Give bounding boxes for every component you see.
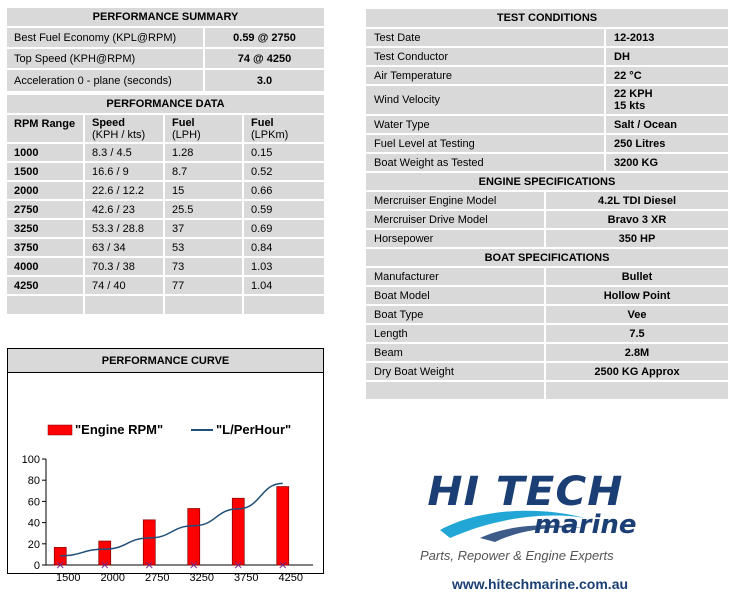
logo-marine: marine [534, 510, 637, 540]
x-tick-label: 4250 [278, 572, 303, 584]
bar [143, 520, 155, 565]
boat-spec-row [366, 363, 728, 382]
speed-cell: 53.3 / 28.8 [85, 220, 165, 237]
condition-value: DH [606, 48, 728, 65]
header-speed: Speed (KPH / kts) [85, 115, 165, 142]
fuel-lph-cell: 25.5 [165, 201, 244, 218]
test-condition-row [366, 135, 728, 154]
condition-label: Test Date [366, 29, 606, 46]
boat-spec-row [366, 268, 728, 287]
table-row [7, 220, 324, 239]
condition-label: Wind Velocity [366, 86, 606, 114]
summary-label: Best Fuel Economy (KPL@RPM) [7, 28, 205, 47]
condition-value: 3200 KG [606, 154, 728, 171]
boat-spec-label: Boat Type [366, 306, 546, 323]
fuel-lph-cell: 1.28 [165, 144, 244, 161]
table-row [7, 277, 324, 296]
summary-value: 3.0 [205, 70, 324, 91]
summary-row [7, 28, 324, 49]
speed-cell: 16.6 / 9 [85, 163, 165, 180]
condition-value: Salt / Ocean [606, 116, 728, 133]
performance-data-body [7, 144, 324, 296]
fuel-lpkm-cell: 1.04 [244, 277, 324, 294]
legend-label: "Engine RPM" [75, 422, 164, 437]
test-condition-row [366, 116, 728, 135]
condition-label: Boat Weight as Tested [366, 154, 606, 171]
performance-data-header [7, 115, 324, 144]
speed-cell: 70.3 / 38 [85, 258, 165, 275]
fuel-lpkm-cell: 0.69 [244, 220, 324, 237]
empty-cell [546, 382, 728, 399]
table-row [7, 144, 324, 163]
boat-spec-label: Manufacturer [366, 268, 546, 285]
rpm-cell: 2000 [7, 182, 85, 199]
performance-summary [7, 8, 324, 91]
boat-spec-label: Length [366, 325, 546, 342]
fuel-lpkm-cell: 0.59 [244, 201, 324, 218]
fuel-lph-cell: 73 [165, 258, 244, 275]
y-tick-label: 80 [27, 475, 40, 488]
summary-label: Top Speed (KPH@RPM) [7, 49, 205, 68]
y-tick-label: 40 [27, 517, 40, 530]
boat-specs-title: BOAT SPECIFICATIONS [366, 249, 728, 268]
boat-spec-value: Vee [546, 306, 728, 323]
table-row [7, 201, 324, 220]
fuel-line [60, 483, 283, 555]
boat-spec-row [366, 287, 728, 306]
test-condition-row [366, 48, 728, 67]
speed-cell: 8.3 / 4.5 [85, 144, 165, 161]
condition-value [606, 86, 728, 114]
engine-spec-label: Mercruiser Engine Model [366, 192, 546, 209]
empty-cell [7, 296, 85, 314]
fuel-lph-cell: 37 [165, 220, 244, 237]
y-tick-label: 100 [21, 454, 40, 466]
performance-curve [7, 348, 324, 584]
engine-spec-label: Mercruiser Drive Model [366, 211, 546, 228]
test-condition-row [366, 67, 728, 86]
engine-specs-title: ENGINE SPECIFICATIONS [366, 173, 728, 192]
speed-cell: 22.6 / 12.2 [85, 182, 165, 199]
fuel-lpkm-cell: 0.84 [244, 239, 324, 256]
website-url[interactable]: www.hitechmarine.com.au [451, 576, 629, 592]
boat-specs-empty-row [366, 382, 728, 401]
speed-cell: 74 / 40 [85, 277, 165, 294]
boat-spec-row [366, 325, 728, 344]
test-conditions-title: TEST CONDITIONS [366, 9, 728, 29]
test-condition-row [366, 86, 728, 116]
summary-label: Acceleration 0 - plane (seconds) [7, 70, 205, 91]
rpm-cell: 4250 [7, 277, 85, 294]
boat-spec-value: Bullet [546, 268, 728, 285]
condition-label: Fuel Level at Testing [366, 135, 606, 152]
test-conditions-body [366, 29, 728, 173]
boat-spec-row [366, 306, 728, 325]
fuel-lpkm-cell: 1.03 [244, 258, 324, 275]
engine-spec-row [366, 230, 728, 249]
engine-spec-value: Bravo 3 XR [546, 211, 728, 228]
speed-cell: 42.6 / 23 [85, 201, 165, 218]
rpm-cell: 3250 [7, 220, 85, 237]
summary-row [7, 70, 324, 91]
rpm-cell: 3750 [7, 239, 85, 256]
performance-data [7, 95, 324, 316]
logo-hitech: HI TECH [427, 469, 624, 515]
header-fuel-lph: Fuel (LPH) [165, 115, 244, 142]
summary-value: 74 @ 4250 [205, 49, 324, 68]
speed-cell: 63 / 34 [85, 239, 165, 256]
bar [99, 541, 111, 565]
x-tick-label: 1500 [56, 572, 81, 584]
rpm-cell: 2750 [7, 201, 85, 218]
boat-spec-value: 2.8M [546, 344, 728, 361]
x-tick-label: 2000 [100, 572, 125, 584]
boat-spec-value: Hollow Point [546, 287, 728, 304]
test-condition-row [366, 154, 728, 173]
engine-spec-label: Horsepower [366, 230, 546, 247]
table-row [7, 258, 324, 277]
condition-label: Test Conductor [366, 48, 606, 65]
fuel-lpkm-cell: 0.52 [244, 163, 324, 180]
empty-cell [366, 382, 546, 399]
boat-spec-label: Beam [366, 344, 546, 361]
condition-value: 12-2013 [606, 29, 728, 46]
boat-spec-label: Dry Boat Weight [366, 363, 546, 380]
fuel-lpkm-cell: 0.66 [244, 182, 324, 199]
rpm-cell: 1000 [7, 144, 85, 161]
table-row [7, 182, 324, 201]
condition-label: Water Type [366, 116, 606, 133]
summary-row [7, 49, 324, 70]
rpm-cell: 4000 [7, 258, 85, 275]
engine-spec-row [366, 192, 728, 211]
empty-cell [244, 296, 324, 314]
fuel-lph-cell: 77 [165, 277, 244, 294]
test-condition-row [366, 29, 728, 48]
empty-cell [165, 296, 244, 314]
summary-value: 0.59 @ 2750 [205, 28, 324, 47]
engine-spec-value: 4.2L TDI Diesel [546, 192, 728, 209]
condition-value-line: 15 kts [614, 100, 646, 112]
header-fuel-lpkm: Fuel (LPKm) [244, 115, 324, 142]
fuel-lph-cell: 15 [165, 182, 244, 199]
performance-data-empty-row [7, 296, 324, 316]
y-tick-label: 20 [27, 538, 40, 551]
performance-data-title: PERFORMANCE DATA [7, 95, 324, 115]
y-tick-label: 0 [33, 560, 40, 572]
x-tick-label: 2750 [145, 572, 170, 584]
rpm-cell: 1500 [7, 163, 85, 180]
fuel-lph-cell: 8.7 [165, 163, 244, 180]
hitech-logo [410, 468, 680, 568]
table-row [7, 239, 324, 258]
boat-spec-label: Boat Model [366, 287, 546, 304]
engine-spec-row [366, 211, 728, 230]
logo-tagline: Parts, Repower & Engine Experts [420, 548, 614, 563]
engine-spec-value: 350 HP [546, 230, 728, 247]
fuel-lpkm-cell: 0.15 [244, 144, 324, 161]
condition-value: 22 °C [606, 67, 728, 84]
condition-label: Air Temperature [366, 67, 606, 84]
boat-spec-value: 2500 KG Approx [546, 363, 728, 380]
legend-bar-swatch [48, 425, 72, 435]
bar [188, 509, 200, 565]
test-conditions [366, 9, 728, 401]
bar [277, 487, 289, 565]
legend-label: "L/PerHour" [216, 422, 292, 437]
chart-title: PERFORMANCE CURVE [8, 349, 323, 373]
boat-specs-body [366, 268, 728, 382]
performance-summary-title: PERFORMANCE SUMMARY [7, 8, 324, 28]
condition-value: 250 Litres [606, 135, 728, 152]
boat-spec-row [366, 344, 728, 363]
header-rpm: RPM Range [7, 115, 85, 142]
y-tick-label: 60 [27, 496, 40, 509]
fuel-lph-cell: 53 [165, 239, 244, 256]
x-tick-label: 3250 [189, 572, 214, 584]
empty-cell [85, 296, 165, 314]
engine-specs-body [366, 192, 728, 249]
table-row [7, 163, 324, 182]
boat-spec-value: 7.5 [546, 325, 728, 342]
performance-chart [8, 373, 323, 584]
x-tick-label: 3750 [234, 572, 259, 584]
condition-value-line: 22 KPH [614, 88, 653, 100]
